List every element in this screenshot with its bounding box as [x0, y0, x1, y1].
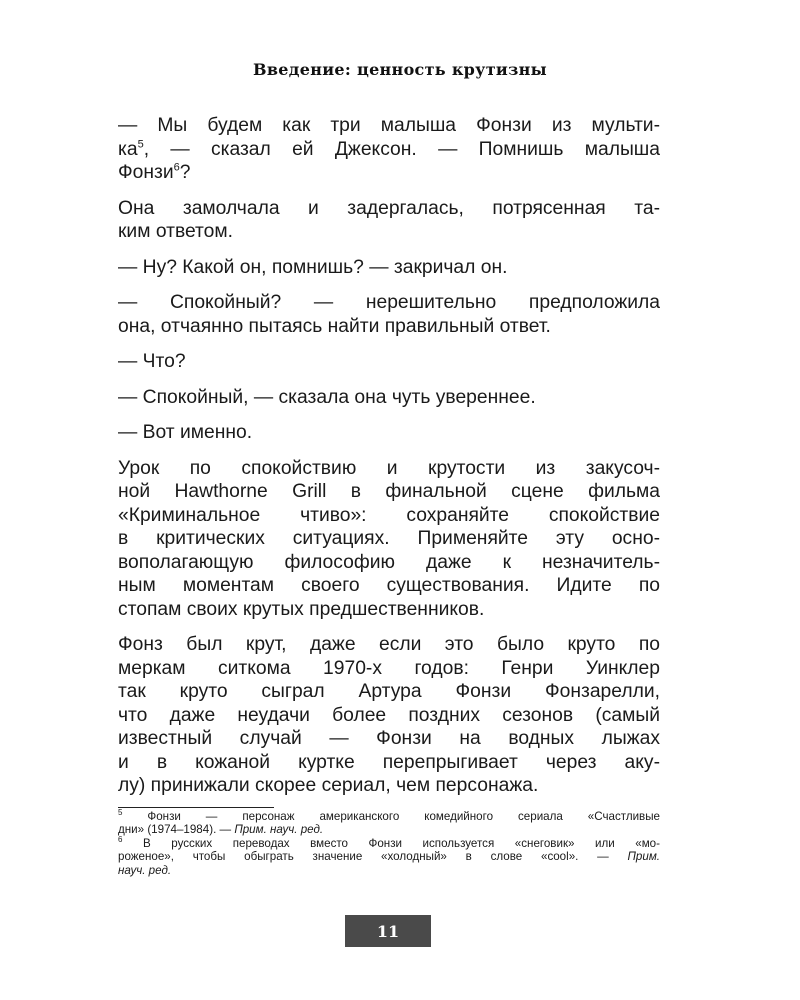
footnote-6	[118, 834, 660, 877]
text-line: ким ответом.	[118, 221, 234, 242]
text-line: в критических ситуациях. Применяйте эту осно-	[118, 528, 660, 549]
footnote-line: роженое», чтобы обыграть значение «холодный» в слове «cool». — Прим.	[118, 850, 660, 864]
text-line: ным моментам своего существования. Идите по	[118, 575, 660, 596]
paragraph	[118, 421, 660, 445]
footnote-divider	[118, 807, 274, 808]
paragraph	[118, 633, 660, 798]
footnote-line: дни» (1974–1984). — Прим. науч. ред.	[118, 823, 324, 837]
running-head: Введение: ценность крутизны	[253, 60, 547, 79]
text-line: что даже неудачи более поздних сезонов (самый	[118, 704, 660, 726]
text-line: так круто сыграл Артура Фонзи Фонзарелли,	[118, 681, 660, 702]
text-line: $ка^5$, — сказал ей Джексон. — Помнишь малыша	[118, 138, 660, 160]
text-line: — Мы будем как три малыша Фонзи из мульти-	[118, 115, 660, 136]
text-line: Урок по спокойствию и крутости из закусоч-	[118, 457, 660, 479]
text-line: — Спокойный? — нерешительно предположила	[118, 292, 660, 313]
text-line: Фонз был крут, даже если это было круто по	[118, 634, 660, 655]
body-text	[118, 114, 660, 810]
footnote-ref[interactable]: 6	[173, 161, 180, 174]
footnotes	[118, 810, 660, 877]
text-line: «Криминальное чтиво»: сохраняйте спокойствие	[118, 504, 660, 526]
paragraph	[118, 197, 660, 244]
footnote-number: 6	[118, 834, 123, 844]
text-line: стопам своих крутых предшественников.	[118, 598, 485, 620]
footnote-number: 5	[118, 808, 123, 818]
paragraph	[118, 386, 660, 410]
text-line: — Ну? Какой он, помнишь? — закричал он.	[118, 256, 508, 278]
footnote-line: науч. ред.	[118, 863, 172, 877]
footnote-ref[interactable]: 5	[137, 138, 144, 151]
text-line: вополагающую философию даже к незначитель-	[118, 551, 660, 573]
text-line: она, отчаянно пытаясь найти правильный ответ.	[118, 315, 551, 337]
text-line: и в кожаной куртке перепрыгивает через аку-	[118, 751, 660, 773]
text-line: — Спокойный, — сказала она чуть увереннее.	[118, 386, 536, 408]
footnote-line: $^6$ В русских переводах вместо Фонзи используется «снеговик» или «мо-	[118, 834, 660, 850]
paragraph	[118, 350, 660, 374]
text-line: — Вот именно.	[118, 422, 253, 443]
paragraph	[118, 256, 660, 280]
text-line: меркам ситкома 1970-х годов: Генри Уинклер	[118, 657, 660, 679]
text-line: — Что?	[118, 351, 186, 372]
page-number: 11	[345, 915, 431, 947]
paragraph	[118, 457, 660, 622]
text-line: Она замолчала и задергалась, потрясенная та-	[118, 197, 660, 219]
text-line: ной Hawthorne Grill в финальной сцене фильма	[118, 481, 660, 502]
text-line: лу) принижали скорее сериал, чем персонажа.	[118, 775, 539, 796]
paragraph	[118, 291, 660, 338]
text-line: известный случай — Фонзи на водных лыжах	[118, 728, 660, 749]
footnote-5	[118, 810, 660, 837]
paragraph	[118, 114, 660, 185]
text-line: Фонзи$^6$?	[118, 161, 191, 183]
footnote-line: $^5$ Фонзи — персонаж американского комедийного сериала «Счастливые	[118, 808, 660, 823]
